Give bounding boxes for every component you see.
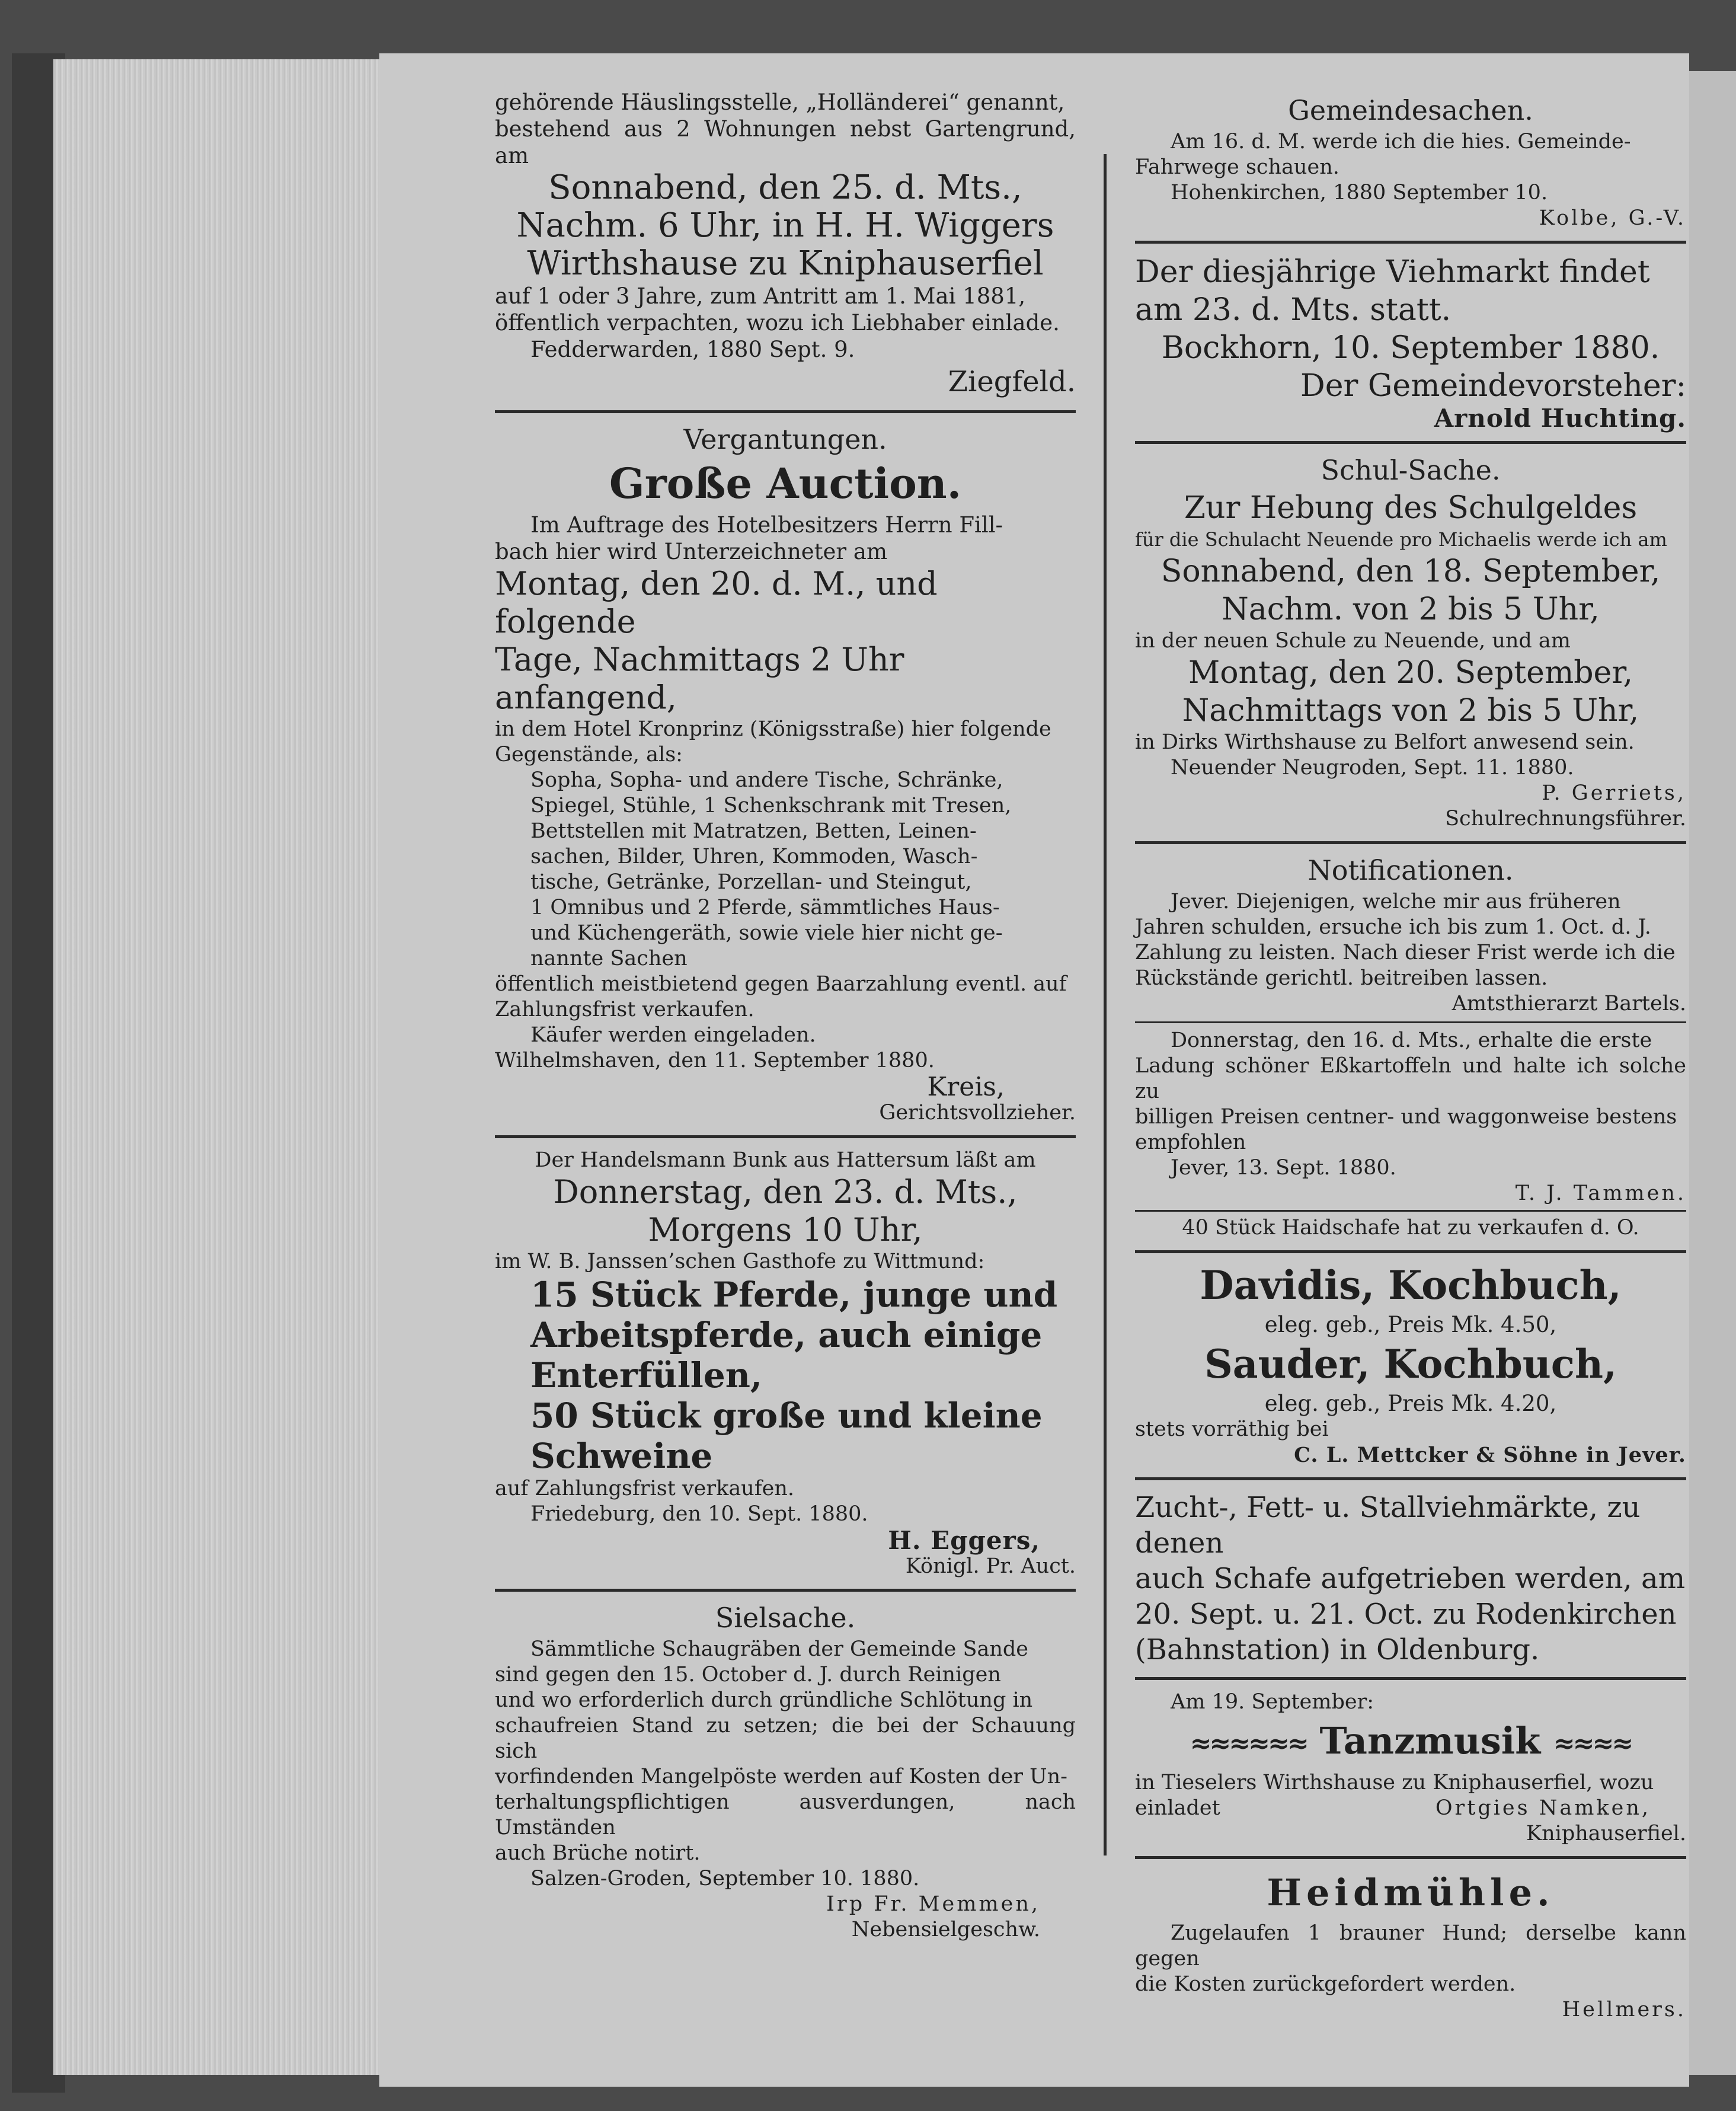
text-line: Wirthshause zu Kniphauserfiel [527,244,1044,283]
section-rule [495,1135,1076,1138]
text-line: und Küchengeräth, sowie viele hier nicht ge- [530,921,1003,945]
signature-title: Königl. Pr. Auct. [905,1554,1076,1578]
text-line: Montag, den 20. September, [1188,655,1633,691]
text-line: auch Schafe aufgetrieben werden, am [1135,1562,1686,1595]
text-line: Jever. Diejenigen, welche mir aus früheren [1171,890,1621,914]
signature: P. Gerriets, [1542,781,1686,805]
text-line: eleg. geb., Preis Mk. 4.20, [1264,1391,1557,1416]
text-line: Jahren schulden, ersuche ich bis zum 1. Oct. d. J. [1135,915,1651,939]
ad-title: Schul-Sache. [1321,454,1501,486]
ad-kochbuch [1135,1263,1686,1468]
text-line: Bettstellen mit Matratzen, Betten, Leinen- [530,819,977,843]
text-line: billigen Preisen centner- und waggonweise bestens [1135,1105,1677,1129]
next-page-edge [1689,71,1736,2075]
text-line: und wo erforderlich durch gründliche Schlötung in [495,1688,1033,1712]
ad-notificationen [1135,854,1686,1017]
text-line: Montag, den 20. d. M., und folgende [495,565,938,640]
ad-title: Große Auction. [609,459,962,508]
text-line: Spiegel, Stühle, 1 Schenkschrank mit Tresen, [530,794,1012,817]
text-line [1135,1796,1686,1821]
text-line: Der Handelsmann Bunk aus Hattersum läßt am [535,1148,1036,1172]
text-line: Nachm. 6 Uhr, in H. H. Wiggers [516,206,1054,245]
text-line: Arbeitspferde, auch einige [530,1315,1043,1355]
ad-heidmuehle [1135,1869,1686,2023]
signature: Ziegfeld. [948,365,1076,398]
text-line: Gegenstände, als: [495,743,683,767]
text-line: Sämmtliche Schaugräben der Gemeinde Sande [530,1637,1028,1661]
text-line: bach hier wird Unterzeichneter am [495,539,888,564]
ad-viehmarkt [1135,253,1686,432]
text-line: (Bahnstation) in Oldenburg. [1135,1633,1540,1666]
text-line: 15 Stück Pferde, junge und [530,1275,1058,1315]
text-line: Der Gemeindevorsteher: [1300,368,1686,404]
signature-title: Schulrechnungsführer. [1445,807,1686,831]
section-rule [1135,1677,1686,1680]
signature: Irp Fr. Memmen, [826,1892,1040,1916]
text-line: Käufer werden eingeladen. [530,1023,816,1047]
ad-schulsache [1135,454,1686,832]
text-line: stets vorräthig bei [1135,1417,1329,1441]
text-line: die Kosten zurückgefordert werden. [1135,1972,1516,1996]
text-line: Schweine [530,1436,713,1476]
text-line: in Dirks Wirthshause zu Belfort anwesend sein. [1135,730,1635,754]
text-line: auf 1 oder 3 Jahre, zum Antritt am 1. Mai 1881, [495,283,1026,309]
ad-title: Tanzmusik [1319,1719,1541,1762]
ad-title: Gemeindesachen. [1288,94,1533,126]
text-line: Bockhorn, 10. September 1880. [1161,330,1660,366]
text-line: 40 Stück Haidschafe hat zu verkaufen d. O. [1182,1216,1639,1240]
text-line: Der diesjährige Viehmarkt findet [1135,254,1650,290]
text-line: Nachmittags von 2 bis 5 Uhr, [1182,693,1639,729]
signature-title: Kniphauserfiel. [1526,1822,1686,1845]
text-line: nannte Sachen [530,947,688,970]
text-line: vorfindenden Mangelpöste werden auf Kosten der Un- [495,1765,1068,1789]
ornament-left-icon: ≈≈≈≈≈≈ [1190,1729,1307,1759]
signature: Kreis, [927,1072,1005,1102]
text-line: in Tieselers Wirthshause zu Kniphauserfiel, wozu [1135,1771,1654,1794]
text-line: tische, Getränke, Porzellan- und Steingut, [530,870,972,894]
text-line: 50 Stück große und kleine [530,1395,1043,1436]
signature: Amtsthierarzt Bartels. [1452,992,1686,1015]
column-divider [1104,154,1107,1855]
text-line: auch Brüche notirt. [495,1841,701,1865]
text-line: Jever, 13. Sept. 1880. [1171,1156,1396,1180]
text-line: Sonnabend, den 18. September, [1160,554,1661,589]
text-line: C. L. Mettcker & Söhne in Jever. [1294,1443,1686,1467]
text-line: Zahlung zu leisten. Nach dieser Frist werde ich die [1135,941,1676,965]
text-line: Nachm. von 2 bis 5 Uhr, [1222,592,1600,627]
text-line: in der neuen Schule zu Neuende, und am [1135,629,1571,653]
ad-sielsache [495,1601,1076,1943]
signature: T. J. Tammen. [1515,1181,1686,1205]
text-line: Enterfüllen, [530,1355,763,1395]
text-line: Fahrwege schauen. [1135,155,1339,179]
left-column [495,89,1076,1943]
text-line: Rückstände gerichtl. beitreiben lassen. [1135,966,1548,990]
book-page-edges [53,59,385,2075]
ad-pferde-auction [495,1148,1076,1579]
section-rule [1135,1856,1686,1859]
text-line: terhaltungspflichtigen ausverdungen, nach Umständen [495,1790,1076,1839]
text-line: auf Zahlungsfrist verkaufen. [495,1477,795,1500]
text-line: Zur Hebung des Schulgeldes [1184,490,1638,526]
ad-title: Notificationen. [1307,854,1514,886]
text-line: Friedeburg, den 10. Sept. 1880. [530,1502,868,1526]
text-line: sind gegen den 15. October d. J. durch Reinigen [495,1663,1001,1687]
ad-title: Sielsache. [715,1602,856,1634]
text-line: Zahlungsfrist verkaufen. [495,998,754,1021]
text-line: Hohenkirchen, 1880 September 10. [1171,181,1548,205]
text-line: 20. Sept. u. 21. Oct. zu Rodenkirchen [1135,1598,1677,1631]
text-line: Am 16. d. M. werde ich die hies. Gemeinde- [1171,130,1631,154]
ad-viehmaerkte [1135,1490,1686,1668]
ad-grosse-auction [495,423,1076,1126]
text-line: 1 Omnibus und 2 Pferde, sämmtliches Haus- [530,896,1000,919]
text-line: Salzen-Groden, September 10. 1880. [530,1867,920,1890]
ad-haidschafe [1135,1215,1686,1241]
text-line: Donnerstag, den 23. d. Mts., [553,1173,1018,1211]
text-line: Ladung schöner Eßkartoffeln und halte ich solche zu [1135,1054,1686,1103]
section-rule [1135,441,1686,444]
text-line: Sauder, Kochbuch, [1204,1341,1617,1387]
tanzmusik-line [1135,1719,1686,1767]
section-rule [1135,1210,1686,1212]
signature-title: Nebensielgeschw. [851,1918,1040,1941]
text-line: Tage, Nachmittags 2 Uhr anfangend, [495,641,904,716]
section-rule [1135,1021,1686,1023]
text-line: Donnerstag, den 16. d. Mts., erhalte die erste [1171,1029,1652,1052]
ornament-right-icon: ≈≈≈≈ [1553,1729,1632,1759]
signature: H. Eggers, [888,1526,1040,1555]
right-column [1135,89,1686,2023]
signature: Ortgies Namken, [1435,1796,1651,1820]
text-line: Sonnabend, den 25. d. Mts., [548,168,1022,207]
text-line: öffentlich meistbietend gegen Baarzahlung eventl. auf [495,972,1067,996]
text-line: gehörende Häuslingsstelle, „Holländerei“ genannt, [495,90,1065,115]
ad-gemeindesachen [1135,94,1686,231]
text-line: Davidis, Kochbuch, [1200,1262,1622,1308]
text-line: für die Schulacht Neuende pro Michaelis werde ich am [1135,528,1667,551]
text-line: Zugelaufen 1 brauner Hund; derselbe kann gegen [1135,1921,1686,1971]
ad-hollaenderei-lease [495,89,1076,401]
text-line: Im Auftrage des Hotelbesitzers Herrn Fill- [530,512,1003,538]
section-rule [1135,1250,1686,1253]
text-line: bestehend aus 2 Wohnungen nebst Gartengrund, am [495,116,1076,168]
text-line: im W. B. Janssen’schen Gasthofe zu Wittmund: [495,1250,985,1273]
text-line: empfohlen [1135,1130,1246,1154]
signature: Arnold Huchting. [1434,404,1686,433]
text-line: Morgens 10 Uhr, [648,1211,923,1248]
section-heading: Vergantungen. [683,423,887,455]
text-line: Wilhelmshaven, den 11. September 1880. [495,1049,935,1072]
ad-tanzmusik [1135,1690,1686,1847]
section-rule [1135,241,1686,244]
text-line: eleg. geb., Preis Mk. 4.50, [1264,1312,1557,1337]
signature: Kolbe, G.-V. [1539,206,1686,230]
signature-title: Gerichtsvollzieher. [879,1101,1076,1125]
text-line: Zucht-, Fett- u. Stallviehmärkte, zu denen [1135,1491,1641,1560]
text-line: sachen, Bilder, Uhren, Kommoden, Wasch- [530,845,978,868]
section-rule [495,410,1076,413]
text-line: Neuender Neugroden, Sept. 11. 1880. [1171,756,1574,780]
text-line: am 23. d. Mts. statt. [1135,292,1452,328]
ad-title: Heidmühle. [1267,1871,1555,1914]
text-fragment: einladet [1135,1796,1220,1820]
text-line: öffentlich verpachten, wozu ich Liebhaber einlade. [495,310,1060,336]
section-rule [495,1589,1076,1592]
text-line: Fedderwarden, 1880 Sept. 9. [530,337,855,362]
text-line: Sopha, Sopha- und andere Tische, Schränke, [530,768,1003,792]
text-line: Am 19. September: [1171,1690,1374,1714]
section-rule [1135,841,1686,844]
text-line: in dem Hotel Kronprinz (Königsstraße) hier folgende [495,717,1051,741]
section-rule [1135,1477,1686,1480]
text-line: schaufreien Stand zu setzen; die bei der Schauung sich [495,1714,1076,1763]
ad-esskartoffeln [1135,1028,1686,1206]
signature: Hellmers. [1562,1998,1686,2021]
